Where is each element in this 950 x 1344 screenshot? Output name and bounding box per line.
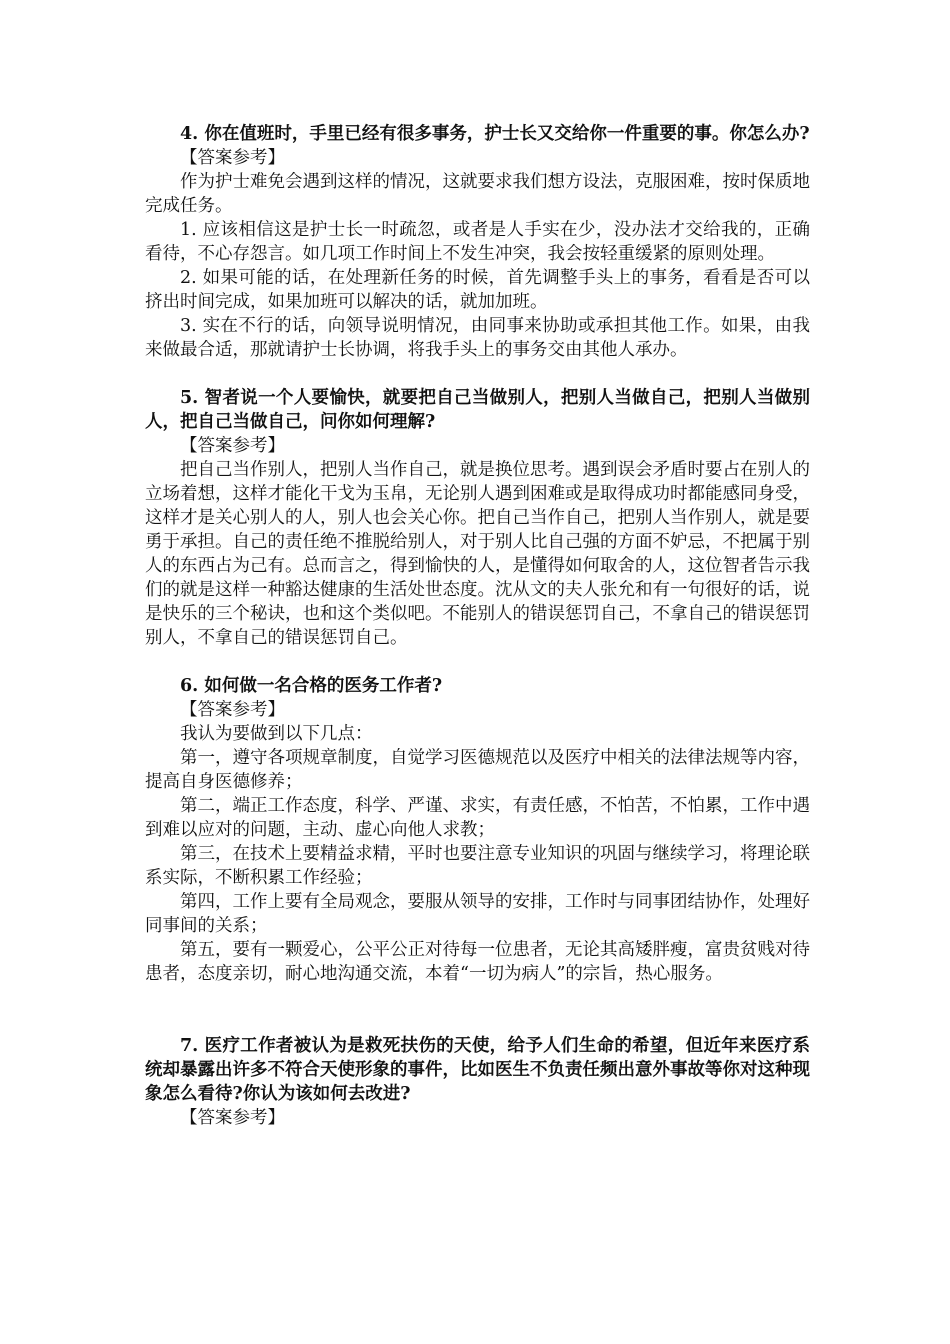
answer-paragraph: 我认为要做到以下几点： <box>180 724 373 744</box>
answer-paragraph: 第五，要有一颗爱心，公平公正对待每一位患者，无论其高矮胖瘦，富贵贫贱对待患者，态度亲切，耐心地沟通交流，本着“一切为病人”的宗旨，热心服务。 <box>145 940 810 984</box>
answer-paragraph: 第一，遵守各项规章制度，自觉学习医德规范以及医疗中相关的法律法规等内容，提高自身医德修养； <box>145 748 810 792</box>
answer-paragraph: 2. 如果可能的话，在处理新任务的时候，首先调整手头上的事务，看看是否可以挤出时间完成，如果加班可以解决的话，就加加班。 <box>145 268 810 312</box>
answer-paragraph: 把自己当作别人，把别人当作自己，就是换位思考。遇到误会矛盾时要占在别人的立场着想，这样才能化干戈为玉帛，无论别人遇到困难或是取得成功时都能感同身受，这样才是关心别人的人，别人也会关心你。把自己当作自己，把别人当作别人，就是要勇于承担。自己的责任绝不推脱给别人，对于别人比自己强的方面不妒忌，不把属于别人的东西占为己有。总而言之，得到愉快的人，是懂得如何取舍的人，这位智者告示我们的就是这样一种豁达健康的生活处世态度。沈从文的夫人张允和有一句很好的话，说是快乐的三个秘诀，也和这个类似吧。不能别人的错误惩罚自己，不拿自己的错误惩罚别人，不拿自己的错误惩罚自己。 <box>145 460 810 648</box>
answer-label: 【答案参考】 <box>180 1108 285 1128</box>
question-section-7 <box>145 1034 810 1130</box>
answer-paragraph: 第三，在技术上要精益求精，平时也要注意专业知识的巩固与继续学习，将理论联系实际，不断积累工作经验； <box>145 844 810 888</box>
question-section-5 <box>145 386 810 650</box>
answer-label: 【答案参考】 <box>180 436 285 456</box>
question-heading: 4. 你在值班时，手里已经有很多事务，护士长又交给你一件重要的事。你怎么办? <box>180 124 810 144</box>
answer-label: 【答案参考】 <box>180 148 285 168</box>
answer-paragraph: 3. 实在不行的话，向领导说明情况，由同事来协助或承担其他工作。如果，由我来做最合适，那就请护士长协调，将我手头上的事务交由其他人承办。 <box>145 316 810 360</box>
document-page <box>145 122 810 1130</box>
question-heading: 7. 医疗工作者被认为是救死扶伤的天使，给予人们生命的希望，但近年来医疗系统却暴露出许多不符合天使形象的事件，比如医生不负责任频出意外事故等你对这种现象怎么看待?你认为该如何去改进? <box>145 1036 810 1104</box>
answer-label: 【答案参考】 <box>180 700 285 720</box>
answer-paragraph: 1. 应该相信这是护士长一时疏忽，或者是人手实在少，没办法才交给我的，正确看待，不心存怨言。如几项工作时间上不发生冲突，我会按轻重缓紧的原则处理。 <box>145 220 810 264</box>
question-heading: 5. 智者说一个人要愉快，就要把自己当做别人，把别人当做自己，把别人当做别人，把自己当做自己，问你如何理解? <box>145 388 810 432</box>
question-section-4 <box>145 122 810 362</box>
answer-paragraph: 作为护士难免会遇到这样的情况，这就要求我们想方设法，克服困难，按时保质地完成任务。 <box>145 172 810 216</box>
answer-paragraph: 第二，端正工作态度，科学、严谨、求实，有责任感，不怕苦，不怕累，工作中遇到难以应对的问题，主动、虚心向他人求教； <box>145 796 810 840</box>
answer-paragraph: 第四，工作上要有全局观念，要服从领导的安排，工作时与同事团结协作，处理好同事间的关系； <box>145 892 810 936</box>
question-section-6 <box>145 674 810 986</box>
question-heading: 6. 如何做一名合格的医务工作者? <box>180 676 443 696</box>
